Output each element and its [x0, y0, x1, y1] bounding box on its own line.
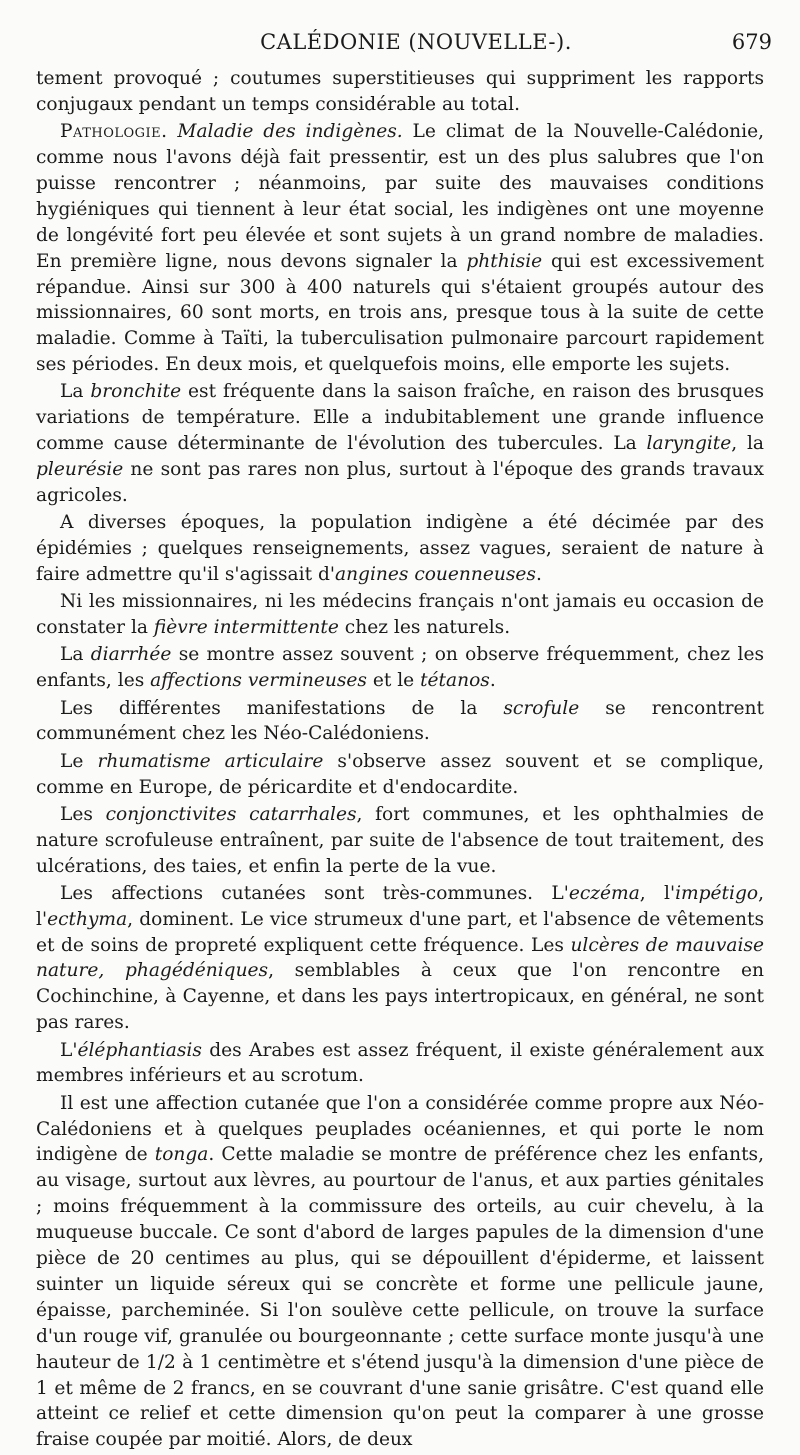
- text-run: Ni les missionnaires, ni les médecins français n'ont jamais eu occasion de constater la: [36, 591, 764, 639]
- italic-term: affections vermineuses: [150, 670, 367, 692]
- text-run: A diverses époques, la population indigène a été décimée par des épidémies ; quelques renseignements, assez vagues, seraient de nature à faire admettre qu'il s'agissait d': [36, 512, 764, 586]
- text-run: .: [535, 564, 542, 586]
- section-heading: Pathologie.: [60, 121, 168, 143]
- italic-term: rhumatisme articulaire: [97, 750, 324, 772]
- paragraph: [36, 749, 764, 801]
- text-run: qui est excessivement répandue. Ainsi sur 300 à 400 naturels qui s'étaient groupés autour des missionnaires, 60 sont morts, en trois ans, presque tous à la suite de cette maladie. Comme à Taïti, la tuberculisation pulmonaire parcourt rapidement ses périodes. En deux mois, et quelquefois moins, elle emporte les sujets.: [36, 250, 764, 376]
- paragraph: [36, 1038, 764, 1090]
- text-run: L': [60, 1039, 78, 1061]
- text-run: et le: [366, 670, 421, 692]
- text-run: .: [489, 670, 496, 692]
- paragraph: [36, 802, 764, 880]
- page-number: 679: [731, 30, 772, 54]
- italic-term: eczéma: [568, 882, 640, 904]
- italic-term: laryngite: [646, 433, 732, 455]
- italic-term: tonga: [154, 1144, 209, 1166]
- italic-term: Maladie des indigènes.: [177, 121, 403, 143]
- paragraph: [36, 1091, 764, 1454]
- italic-term: tétanos: [420, 670, 490, 692]
- italic-term: fièvre intermittente: [153, 617, 339, 639]
- italic-term: phthisie: [466, 250, 543, 272]
- paragraph: [36, 66, 764, 118]
- paragraph: [36, 881, 764, 1036]
- page-header: [60, 30, 772, 60]
- text-run: Il est une affection cutanée que l'on a considérée comme propre aux Néo-Calédoniens et à quelques peuplades océaniennes, et qui porte le nom indigène de: [36, 1092, 764, 1166]
- text-run: Les différentes manifestations de la: [60, 697, 504, 719]
- italic-term: pleurésie: [36, 459, 124, 481]
- text-run: se rencontrent communément chez les Néo-Calédoniens.: [36, 697, 764, 745]
- italic-term: angines couenneuses: [334, 564, 536, 586]
- text-run: ne sont pas rares non plus, surtout à l'époque des grands travaux agricoles.: [36, 459, 764, 507]
- text-run: , la: [731, 433, 764, 455]
- text-run: Le: [60, 750, 98, 772]
- text-run: s'observe assez souvent et se complique, comme en Europe, de péricardite et d'endocardite.: [36, 750, 764, 798]
- text-run: Les affections cutanées sont très-communes. L': [60, 882, 569, 904]
- text-run: , l': [639, 882, 676, 904]
- italic-term: impétigo: [675, 882, 759, 904]
- italic-term: bronchite: [90, 381, 182, 403]
- italic-term: ecthyma: [47, 908, 128, 930]
- body-text: [36, 66, 764, 1455]
- text-run: , l': [36, 882, 764, 930]
- text-run: La: [60, 644, 91, 666]
- text-run: Les: [60, 803, 106, 825]
- text-run: se montre assez souvent ; on observe fréquemment, chez les enfants, les: [36, 644, 764, 692]
- italic-term: éléphantiasis: [77, 1039, 202, 1061]
- running-title: CALÉDONIE (NOUVELLE-).: [260, 30, 572, 54]
- italic-term: diarrhée: [90, 644, 172, 666]
- paragraph: [36, 379, 764, 509]
- paragraph: [36, 119, 764, 378]
- text-run: des Arabes est assez fréquent, il existe généralement aux membres inférieurs et au scrotum.: [36, 1039, 764, 1087]
- text-run: , fort communes, et les ophthalmies de nature scrofuleuse entraînent, par suite de l'absence de tout traitement, des ulcérations, des taies, et enfin la perte de la vue.: [36, 803, 764, 877]
- text-run: La: [60, 381, 91, 403]
- paragraph: [36, 589, 764, 641]
- paragraph: [36, 696, 764, 748]
- text-run: [168, 121, 178, 142]
- paragraph: [36, 510, 764, 588]
- text-run: , dominent. Le vice strumeux d'une part, et l'absence de vêtements et de soins de propreté expliquent cette fréquence. Les: [36, 908, 764, 956]
- italic-term: ulcères de mauvaise nature, phagédéniques: [36, 934, 764, 982]
- text-run: est fréquente dans la saison fraîche, en raison des brusques variations de température. Elle a indubitablement une grande influence comme cause déterminante de l'évolution des tubercules. La: [36, 381, 765, 455]
- text-run: Le climat de la Nouvelle-Calédonie, comme nous l'avons déjà fait pressentir, est un des plus salubres que l'on puisse rencontrer ; néanmoins, par suite des mauvaises conditions hygiéniques qui tiennent à leur état social, les indigènes ont une moyenne de longévité fort peu élevée et sont sujets à un grand nombre de maladies. En première ligne, nous devons signaler la: [36, 121, 764, 272]
- text-run: tement provoqué ; coutumes superstitieuses qui suppriment les rapports conjugaux pendant un temps considérable au total.: [36, 68, 764, 115]
- italic-term: scrofule: [503, 697, 580, 719]
- text-run: . Cette maladie se montre de préférence chez les enfants, au visage, surtout aux lèvres, au pourtour de l'anus, et aux parties génitales ; moins fréquemment à la commissure des orteils, au cuir chevelu, à la muqueuse buccale. Ce sont d'abord de larges papules de la dimension d'une pièce de 20 centimes au plus, qui se dépouillent d'épiderme, et laissent suinter un liquide séreux qui se concrète et forme une pellicule jaune, épaisse, parcheminée. Si l'on soulève cette pellicule, on trouve la surface d'un rouge vif, granulée ou bourgeonnante ; cette surface monte jusqu'à une hauteur de 1/2 à 1 centimètre et s'étend jusqu'à la dimension d'une pièce de 1 et même de 2 francs, en se couvrant d'une sanie grisâtre. C'est quand elle atteint ce relief et cette dimension qu'on peut la comparer à une grosse fraise coupée par moitié. Alors, de deux: [36, 1144, 764, 1451]
- text-run: chez les naturels.: [338, 617, 511, 639]
- paragraph: [36, 642, 764, 694]
- text-run: , semblables à ceux que l'on rencontre en Cochinchine, à Cayenne, et dans les pays intertropicaux, en général, ne sont pas rares.: [36, 960, 764, 1034]
- italic-term: conjonctivites catarrhales: [105, 803, 357, 825]
